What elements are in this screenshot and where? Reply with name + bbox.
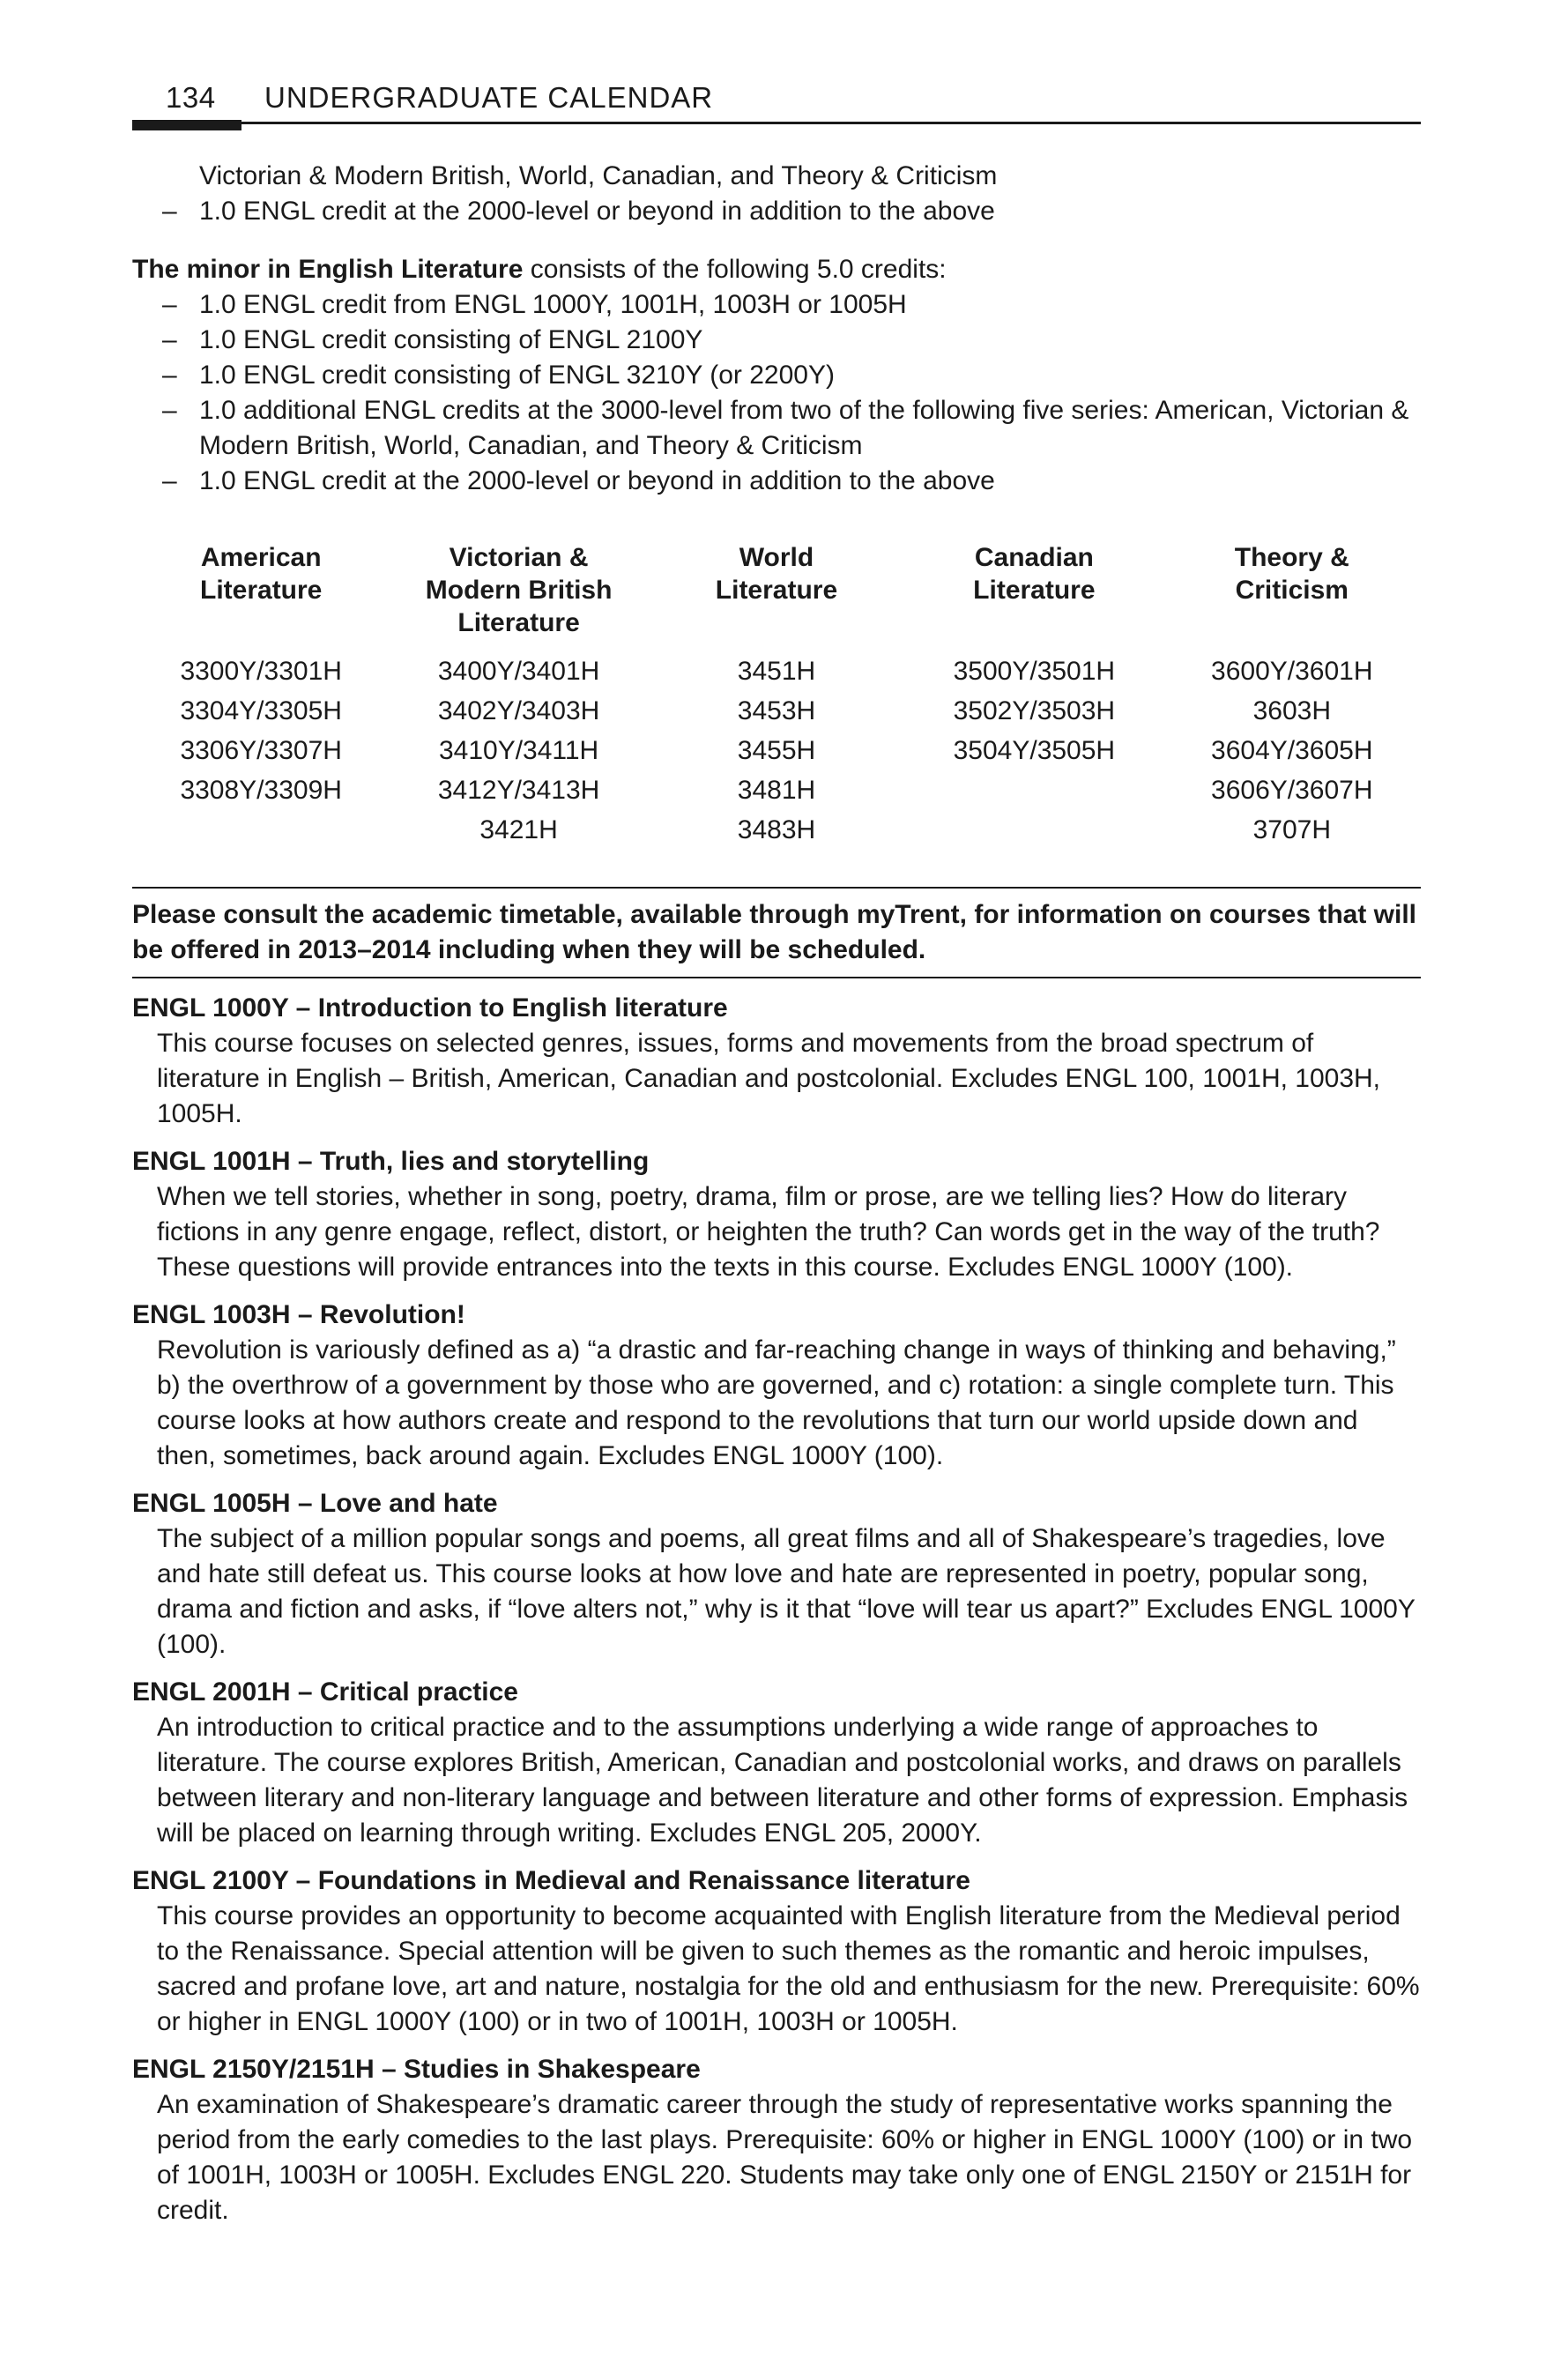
course-title: ENGL 1001H – Truth, lies and storytelling [132,1147,650,1176]
header-line: Criticism [1235,576,1349,605]
timetable-notice: Please consult the academic timetable, available through myTrent, for information on courses that will be offered in 2013–2014 including when they will be scheduled. [132,887,1421,978]
minor-intro-text: consists of the following 5.0 credits: [523,255,947,284]
course-description: When we tell stories, whether in song, poetry, drama, film or prose, are we telling lies? How do literary fictions in any genre engage, reflect, distort, or heighten the truth? Can words get in the way of the truth? These questions will provide entrances into the texts in this course. Excludes ENGL 1000Y (100). [157,1182,1380,1282]
header-rule-accent [132,120,241,130]
course-description: The subject of a million popular songs and poems, all great films and all of Shakespeare’s tragedies, love and hate still defeat us. This course looks at how love and hate are represented in poetry, popular song, drama and fiction and asks, if “love alters not,” why is it that “love will tear us apart?” Excludes ENGL 1000Y (100). [157,1524,1416,1659]
table-cell: 3481H [737,776,816,805]
course-entry [132,1486,1421,1662]
course-title: ENGL 2100Y – Foundations in Medieval and Renaissance literature [132,1866,970,1895]
course-description: An introduction to critical practice and to the assumptions underlying a wide range of approaches to literature. The course explores British, American, Canadian and postcolonial works, and draws on parallels between literary and non-literary language and between literature and other forms of expression. Emphasis will be placed on learning through writing. Excludes ENGL 205, 2000Y. [157,1713,1408,1848]
table-cell: 3402Y/3403H [437,696,600,725]
list-item: – 1.0 ENGL credit consisting of ENGL 3210Y (or 2200Y) [132,358,1421,393]
table-row [132,731,1421,770]
table-cell [132,810,390,850]
header-line: Literature [973,576,1096,605]
table-row [132,770,1421,810]
continued-list [132,194,1421,229]
column-header-american [132,541,390,651]
table-row [132,810,1421,850]
course-description: This course provides an opportunity to become acquainted with English literature from the Medieval period to the Renaissance. Special attention will be given to such themes as the romantic and heroic impulses, sacred and profane love, art and nature, nostalgia for the old and enthusiasm for the new. Prerequisite: 60% or higher in ENGL 1000Y (100) or in two of 1001H, 1003H or 1005H. [157,1901,1420,2036]
header-line: Modern British [425,576,613,605]
table-cell: 3603H [1252,696,1331,725]
table-row [132,651,1421,691]
course-entry [132,2052,1421,2228]
column-header-world [648,541,905,651]
course-entry [132,1675,1421,1851]
list-item: – 1.0 ENGL credit at the 2000-level or beyond in addition to the above [132,194,1421,229]
table-cell: 3500Y/3501H [953,657,1116,686]
header-line: Literature [200,576,323,605]
column-header-victorian-modern-british [390,541,647,651]
minor-title: The minor in English Literature [132,255,524,284]
table-cell: 3604Y/3605H [1211,736,1373,765]
page-number: 134 [166,81,216,114]
page-content [132,159,1421,2228]
table-header-row [132,541,1421,651]
header-line: American [200,543,322,572]
page-header [132,81,1421,134]
table-cell: 3304Y/3305H [180,696,342,725]
header-line: Literature [715,576,838,605]
table-row [132,691,1421,731]
table-cell [905,810,1163,850]
course-description: This course focuses on selected genres, issues, forms and movements from the broad spectrum of literature in English – British, American, Canadian and postcolonial. Excludes ENGL 100, 1001H, 1003H, 1005H. [157,1029,1381,1128]
series-table [132,541,1421,850]
column-header-canadian [905,541,1163,651]
column-header-theory-criticism [1163,541,1421,651]
continued-item-line: Victorian & Modern British, World, Canadian, and Theory & Criticism [199,161,998,190]
table-cell: 3451H [737,657,816,686]
table-cell: 3421H [479,815,558,844]
header-rule [132,122,1421,124]
table-cell: 3300Y/3301H [180,657,342,686]
header-line: World [739,543,814,572]
course-title: ENGL 2001H – Critical practice [132,1677,518,1707]
table-cell: 3453H [737,696,816,725]
course-entry [132,991,1421,1132]
table-cell [905,770,1163,810]
list-item: – 1.0 ENGL credit from ENGL 1000Y, 1001H, 1003H or 1005H [132,287,1421,323]
course-entry [132,1863,1421,2040]
course-title: ENGL 1000Y – Introduction to English literature [132,993,728,1023]
course-description: Revolution is variously defined as a) “a drastic and far-reaching change in ways of thinking and behaving,” b) the overthrow of a government by those who are governed, and c) rotation: a single complete turn. This course looks at how authors create and respond to the revolutions that turn our world upside down and then, sometimes, back around again. Excludes ENGL 1000Y (100). [157,1335,1396,1470]
table-cell: 3306Y/3307H [180,736,342,765]
table-cell: 3707H [1252,815,1331,844]
course-title: ENGL 2150Y/2151H – Studies in Shakespeare [132,2055,701,2084]
course-entry [132,1298,1421,1474]
table-cell: 3412Y/3413H [437,776,600,805]
table-cell: 3600Y/3601H [1211,657,1373,686]
table-cell: 3400Y/3401H [437,657,600,686]
minor-intro [132,252,1421,287]
table-cell: 3308Y/3309H [180,776,342,805]
list-item: – 1.0 ENGL credit at the 2000-level or beyond in addition to the above [132,464,1421,499]
header-line: Canadian [974,543,1094,572]
minor-requirements-list [132,287,1421,499]
table-cell: 3410Y/3411H [438,736,599,765]
header-line: Literature [457,608,580,637]
list-item: – 1.0 additional ENGL credits at the 3000-level from two of the following five series: American, Victorian & Modern British, World, Canadian, and Theory & Criticism [132,393,1421,464]
course-title: ENGL 1005H – Love and hate [132,1489,498,1518]
table-cell: 3483H [737,815,816,844]
course-description: An examination of Shakespeare’s dramatic career through the study of representative works spanning the period from the early comedies to the last plays. Prerequisite: 60% or higher in ENGL 1000Y (100) or in two of 1001H, 1003H or 1005H. Excludes ENGL 220. Students may take only one of ENGL 2150Y or 2151H for credit. [157,2090,1413,2225]
table-cell: 3504Y/3505H [953,736,1116,765]
header-line: Victorian & [449,543,589,572]
list-item: – 1.0 ENGL credit consisting of ENGL 2100Y [132,323,1421,358]
table-cell: 3606Y/3607H [1211,776,1373,805]
table-cell: 3502Y/3503H [953,696,1116,725]
header-line: Theory & [1234,543,1349,572]
course-title: ENGL 1003H – Revolution! [132,1300,465,1329]
running-head: UNDERGRADUATE CALENDAR [264,81,714,114]
course-entry [132,1144,1421,1285]
table-cell: 3455H [737,736,816,765]
